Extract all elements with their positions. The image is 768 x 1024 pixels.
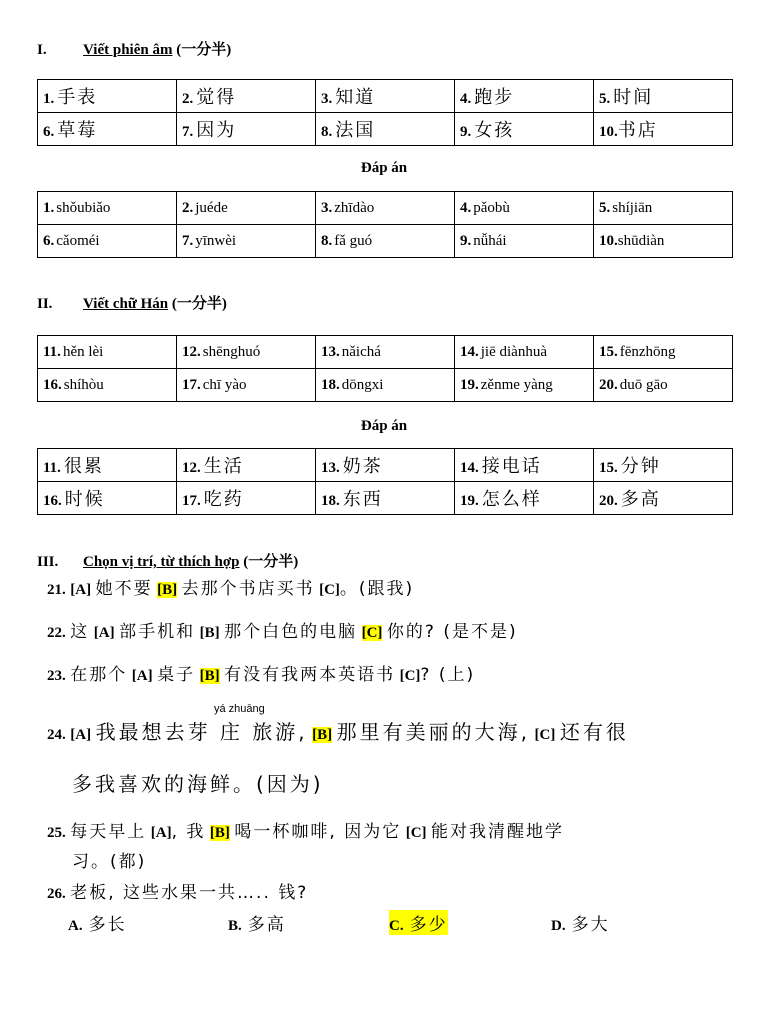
table-cell: 4. 跑步	[455, 80, 594, 113]
table-cell: 16. shíhòu	[38, 369, 177, 402]
table-cell: 1. shǒubiǎo	[38, 192, 177, 225]
table-cell: 2. 觉得	[177, 80, 316, 113]
section-1-number: I.	[37, 42, 47, 58]
table-cell: 11. 很累	[38, 449, 177, 482]
table-cell: 5. shíjiān	[594, 192, 733, 225]
question-26: 26. 老板, 这些水果一共….. 钱?	[47, 883, 309, 903]
pinyin-ruby: yá zhuāng	[214, 703, 265, 715]
table-cell: 17. chī yào	[177, 369, 316, 402]
table-cell: 17. 吃药	[177, 482, 316, 515]
answer-highlight: [C]	[361, 625, 383, 641]
section-2-number: II.	[37, 296, 53, 312]
option-d: D. 多大	[551, 915, 610, 935]
table-cell: 13. 奶茶	[316, 449, 455, 482]
answer-highlight: [B]	[209, 825, 230, 841]
table-cell: 18. 东西	[316, 482, 455, 515]
question-23: 23. 在那个 [A] 桌子 [B] 有没有我两本英语书 [C]? (上)	[47, 665, 476, 685]
table-cell: 16. 时候	[38, 482, 177, 515]
answer-label-2: Đáp án	[360, 418, 408, 434]
section-1-points: (一分半)	[176, 42, 232, 58]
section-3-heading	[37, 550, 298, 571]
question-24-line-2: 多我喜欢的海鲜。(因为)	[72, 772, 324, 796]
table-cell: 20. duō gāo	[594, 369, 733, 402]
table-cell: 5. 时间	[594, 80, 733, 113]
table-3-pinyin	[37, 335, 733, 402]
table-cell: 13. nǎichá	[316, 336, 455, 369]
table-row	[38, 369, 733, 402]
table-row	[38, 482, 733, 515]
table-cell: 7. 因为	[177, 113, 316, 146]
table-cell: 15. 分钟	[594, 449, 733, 482]
table-cell: 3. zhīdào	[316, 192, 455, 225]
table-cell: 7. yīnwèi	[177, 225, 316, 258]
table-cell: 19. zěnme yàng	[455, 369, 594, 402]
answer-highlight: [B]	[157, 582, 178, 598]
table-cell: 8. 法国	[316, 113, 455, 146]
table-row	[38, 449, 733, 482]
table-cell: 12. shēnghuó	[177, 336, 316, 369]
table-cell: 3. 知道	[316, 80, 455, 113]
table-cell: 6. cǎoméi	[38, 225, 177, 258]
table-cell: 2. juéde	[177, 192, 316, 225]
table-row	[38, 192, 733, 225]
table-cell: 6. 草莓	[38, 113, 177, 146]
section-3-points: (一分半)	[243, 554, 299, 570]
question-25: 25. 每天早上 [A], 我 [B] 喝一杯咖啡, 因为它 [C] 能对我清醒地学	[47, 822, 565, 842]
table-cell: 14. jiē diànhuà	[455, 336, 594, 369]
answer-label-1: Đáp án	[360, 160, 408, 176]
section-1-title: Viết phiên âm	[83, 42, 173, 58]
table-cell: 12. 生活	[177, 449, 316, 482]
table-2-pinyin-answers	[37, 191, 733, 258]
section-2-points: (一分半)	[171, 296, 227, 312]
table-cell: 15. fēnzhōng	[594, 336, 733, 369]
section-3-number: III.	[37, 554, 59, 570]
table-cell: 19. 怎么样	[455, 482, 594, 515]
question-24: 24. [A] 我最想去芽 庄 旅游, [B] 那里有美丽的大海, [C] 还有很	[47, 720, 629, 744]
question-22: 22. 这 [A] 部手机和 [B] 那个白色的电脑 [C] 你的? (是不是)	[47, 622, 518, 642]
question-21: 21. [A] 她不要 [B] 去那个书店买书 [C]。(跟我)	[47, 579, 415, 599]
option-a: A. 多长	[68, 915, 127, 935]
table-cell: 8. fǎ guó	[316, 225, 455, 258]
section-1-heading	[37, 38, 231, 59]
section-2-title: Viết chữ Hán	[83, 296, 169, 312]
table-row	[38, 80, 733, 113]
table-cell: 20. 多高	[594, 482, 733, 515]
table-1-hanzi	[37, 79, 733, 146]
section-3-title: Chọn vị trí, từ thích hợp	[83, 554, 240, 570]
table-cell: 11. hěn lèi	[38, 336, 177, 369]
table-cell: 1. 手表	[38, 80, 177, 113]
option-c-highlighted: C. 多少	[389, 910, 448, 935]
table-cell: 4. pǎobù	[455, 192, 594, 225]
table-cell: 9. 女孩	[455, 113, 594, 146]
table-cell: 10.书店	[594, 113, 733, 146]
table-row	[38, 225, 733, 258]
table-cell: 18. dōngxi	[316, 369, 455, 402]
option-b: B. 多高	[228, 915, 286, 935]
table-row	[38, 113, 733, 146]
question-25-line-2: 习。(都)	[72, 852, 147, 872]
table-4-hanzi-answers	[37, 448, 733, 515]
table-cell: 14. 接电话	[455, 449, 594, 482]
answer-highlight: [B]	[312, 727, 333, 743]
section-2-heading	[37, 292, 227, 313]
table-cell: 9. nǚhái	[455, 225, 594, 258]
answer-highlight: [B]	[199, 668, 220, 684]
table-cell: 10.shūdiàn	[594, 225, 733, 258]
table-row	[38, 336, 733, 369]
